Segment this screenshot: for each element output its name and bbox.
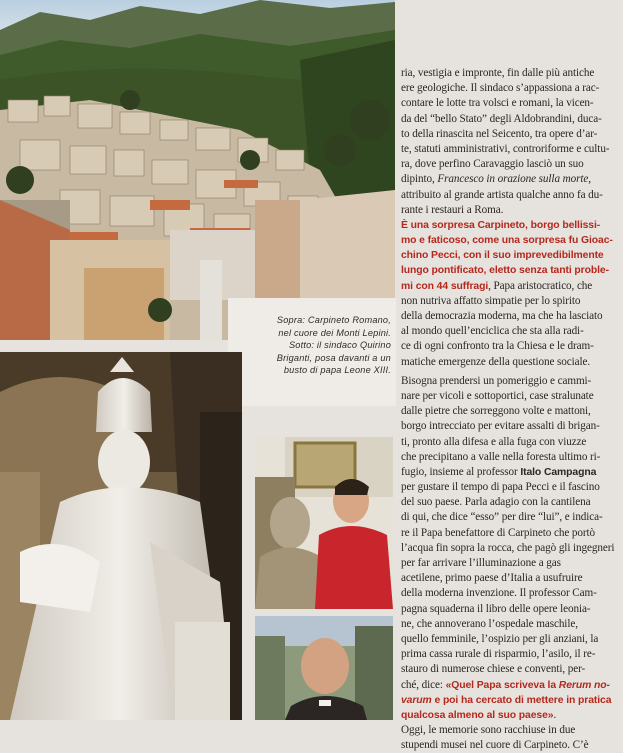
person-name: Italo Campagna (520, 466, 597, 478)
text-line: Oggi, le memorie sono racchiuse in due (401, 724, 576, 737)
text-run: fugio, insieme al professor (401, 465, 521, 478)
text-line: del suo paese. Parla adagio con la cantilena (401, 496, 591, 509)
text-run: ché, dice: (401, 678, 446, 691)
priest-photo (255, 616, 393, 720)
text-line: attribuito al grande artista qualche anno fa du- (401, 188, 603, 201)
highlight-line: mo e faticoso, come una sorpresa fu Gioac- (401, 235, 613, 247)
text-line: per gustare il tempo di papa Pecci e il fascino (401, 481, 600, 494)
text-run: . (553, 708, 557, 721)
caption-line: busto di papa Leone XIII. (283, 365, 391, 376)
highlight-run: mi con 44 suffragi (401, 280, 489, 292)
caption-line: Sotto: il sindaco Quirino (288, 340, 391, 351)
text-line: ere geologiche. Il sindaco s’appassiona a rac- (401, 82, 600, 95)
text-line: re il Papa benefattore di Carpineto che portò (401, 526, 596, 539)
text-line: dalle pietre che sorreggono volte e mattoni, (401, 405, 591, 418)
text-line: ne, che annoverano l’ospedale maschile, (401, 617, 578, 630)
caption-line: Briganti, posa davanti a un (276, 352, 391, 363)
text-line: di qui, che dice “esso” per dire “lui”, e indica- (401, 511, 603, 524)
text-line (401, 708, 615, 723)
highlight-line: lungo pontificato, eletto senza tanti proble- (401, 265, 609, 277)
text-line: l’acqua fin sopra la rocca, che pagò gli ingegneri (401, 541, 615, 554)
town-aerial-photo (0, 0, 395, 340)
text-line: della democrazia moderna, ma che ha lasciato (401, 310, 603, 322)
painting-title: Francesco in orazione sulla morte (437, 173, 589, 186)
text-line: stauro di numerose chiese e conventi, per- (401, 663, 586, 676)
text-line (401, 693, 615, 708)
text-line: to della rinascita nel Seicento, tra opere d’ar- (401, 127, 598, 140)
text-run: , Papa aristocratico, che (488, 279, 593, 292)
quote-run: «Quel Papa scriveva la (445, 679, 559, 691)
article-column (401, 66, 615, 753)
caption-line: nel cuore dei Monti Lepini. (278, 327, 391, 338)
text-line (401, 465, 615, 480)
text-line: pagna squaderna il libro delle opere leonia- (401, 602, 591, 615)
pope-statue-photo (0, 352, 242, 720)
text-line: nare per vicoli e sottoportici, case stralunate (401, 389, 594, 402)
text-line: prima cassa rurale di risparmio, l’asilo, il re- (401, 648, 596, 661)
text-line: Bisogna prendersi un pomeriggio e cammi- (401, 374, 592, 387)
mayor-with-bust-photo (255, 437, 393, 609)
highlight-line: È una sorpresa Carpineto, borgo bellissi- (401, 219, 601, 231)
text-line (401, 172, 615, 187)
text-line: matiche emergenze della questione sociale. (401, 355, 591, 368)
text-line: acetilene, primo paese d’Italia a usufruire (401, 572, 583, 585)
quote-run: e poi ha cercato di mettere in pratica (431, 694, 612, 706)
text-line: stupendi musei nel cuore di Carpineto. C’è (401, 739, 589, 752)
text-line: ti, pronto alla difesa e alla fuga con viuzze (401, 435, 587, 448)
text-line: borgo intrecciato per evitare assalti di brigan- (401, 420, 600, 433)
text-line: te, statuti amministrativi, controriforme e cultu- (401, 142, 610, 155)
text-line (401, 678, 615, 693)
quote-run: qualcosa almeno al suo paese» (401, 709, 554, 721)
encyclical-title: varum (401, 694, 432, 706)
text-line: quello femminile, l’ospizio per gli anziani, la (401, 632, 599, 645)
text-line: non nutriva affatto simpatie per lo spirito (401, 294, 581, 307)
text-line (401, 279, 615, 294)
text-line: ra, dove perfino Caravaggio lasciò un suo (401, 158, 584, 171)
text-run: , (588, 173, 591, 186)
caption-line: Sopra: Carpineto Romano, (276, 315, 391, 325)
text-line: ria, vestigia e impronte, fin dalle più antiche (401, 67, 595, 79)
text-run: dipinto, (401, 173, 438, 186)
highlight-line: chino Pecci, con il suo imprevedibilmente (401, 250, 604, 262)
text-line: per far arrivare l’illuminazione a gas (401, 557, 561, 569)
text-line: che precipitano a valle nella foresta ultimo ri- (401, 450, 601, 463)
text-line: ce di ogni confronto tra la Chiesa e le dram- (401, 340, 594, 353)
text-line: contare le lotte tra volsci e romani, la vicen- (401, 97, 594, 110)
encyclical-title: Rerum no- (558, 679, 610, 691)
text-line: da del “bello Stato” degli Aldobrandini, duca- (401, 112, 602, 125)
text-line: al mondo quell’enciclica che sta alla radi- (401, 325, 584, 338)
text-line: della moderna invenzione. Il professor Cam- (401, 587, 597, 600)
text-line: rante i restauri a Roma. (401, 203, 504, 216)
photo-caption (241, 314, 391, 377)
